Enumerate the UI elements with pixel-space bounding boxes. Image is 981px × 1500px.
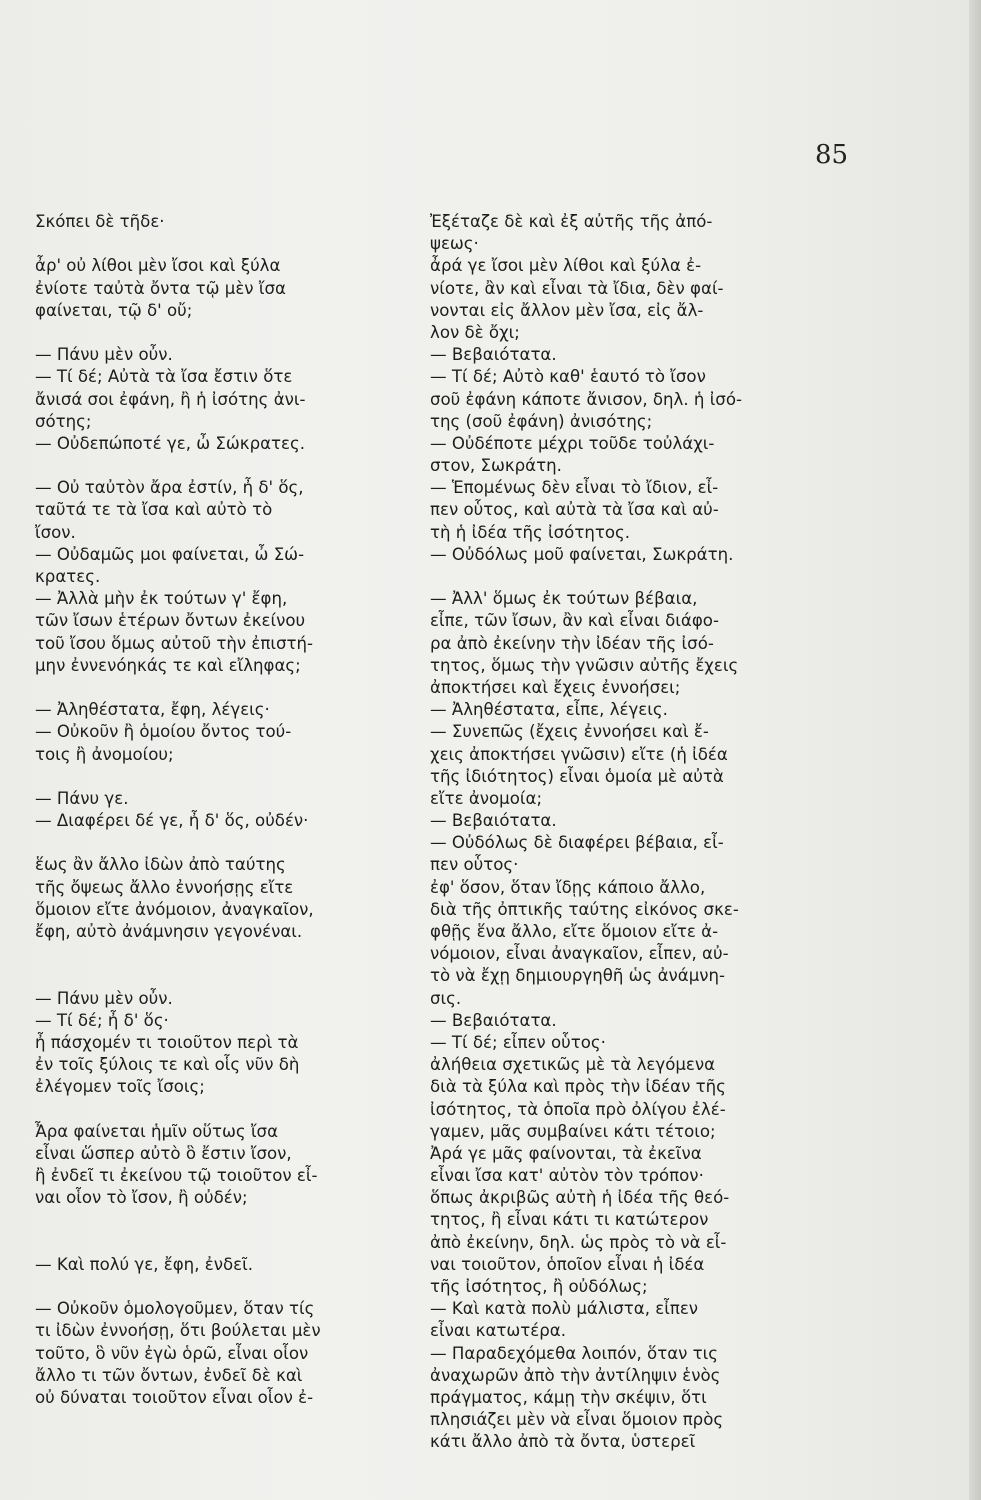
text-line: πλησιάζει μὲν νὰ εἶναι ὅμοιον πρὸς [430, 1410, 724, 1430]
paragraph-gap [35, 1232, 407, 1254]
paragraph [35, 1298, 407, 1409]
text-line: Ἆρα φαίνεται ἡμῖν οὕτως ἴσα [35, 1121, 279, 1141]
paragraph [35, 1254, 407, 1276]
text-line: νίοτε, ἂν καὶ εἶναι τὰ ἴδια, δὲν φαί- [430, 278, 724, 298]
page-number: 85 [815, 140, 849, 170]
text-line: — Βεβαιότατα. [430, 1010, 557, 1030]
text-line: τῆς ἰδιότητος) εἶναι ὁμοία μὲ αὐτὰ [430, 766, 724, 786]
text-line: τὴ ἡ ἰδέα τῆς ἰσότητος. [430, 522, 630, 542]
paragraph [35, 788, 407, 832]
paragraph-gap [35, 455, 407, 477]
text-line: τὸ νὰ ἔχῃ δημιουργηθῆ ὡς ἀνάμνη- [430, 966, 726, 986]
paragraph [35, 854, 407, 943]
paragraph-gap [35, 677, 407, 699]
text-line: τητος, ἢ εἶναι κάτι τι κατώτερον [430, 1210, 709, 1230]
text-line: ἐφ' ὅσον, ὅταν ἴδῃς κάποιο ἄλλο, [430, 877, 706, 897]
text-line: της (σοῦ ἐφάνη) ἀνισότης; [430, 411, 653, 431]
text-line: — Βεβαιότατα. [430, 345, 557, 365]
text-line: — Ἀληθέστατα, εἶπε, λέγεις. [430, 700, 668, 720]
text-line: πεν οὗτος· [430, 855, 519, 875]
text-line: ἆρ' οὐ λίθοι μὲν ἴσοι καὶ ξύλα [35, 256, 281, 276]
text-line: φθῇς ἕνα ἄλλο, εἴτε ὅμοιον εἴτε ἀ- [430, 922, 719, 941]
text-line: ναι οἷον τὸ ἴσον, ἢ οὐδέν; [35, 1188, 248, 1208]
text-line: ἰσότητος, τὰ ὁποῖα πρὸ ὀλίγου ἐλέ- [430, 1099, 726, 1119]
text-line: ἔφη, αὐτὸ ἀνάμνησιν γεγονέναι. [35, 922, 303, 941]
text-line: ρα ἀπὸ ἐκείνην τὴν ἰδέαν τῆς ἰσό- [430, 633, 714, 653]
text-line: ἕως ἂν ἄλλο ἰδὼν ἀπὸ ταύτης [35, 855, 286, 875]
text-line: — Ἀλλ' ὅμως ἐκ τούτων βέβαια, [430, 589, 698, 609]
text-line: ἦ πάσχομέν τι τοιοῦτον περὶ τὰ [35, 1032, 299, 1052]
text-line: μην ἐννενόηκάς τε καὶ εἴληφας; [35, 655, 301, 675]
text-line: κρατες. [35, 567, 101, 586]
text-line: ἀπὸ ἐκείνην, δηλ. ὡς πρὸς τὸ νὰ εἶ- [430, 1232, 727, 1252]
text-line: τι ἰδὼν ἐννοήσῃ, ὅτι βούλεται μὲν [35, 1321, 321, 1341]
paragraph-gap [35, 233, 407, 255]
text-line: τητος, ὅμως τὴν γνῶσιν αὐτῆς ἔχεις [430, 655, 739, 675]
text-line: νόμοιον, εἶναι ἀναγκαῖον, εἶπεν, αὐ- [430, 944, 729, 964]
paragraph [35, 1121, 407, 1210]
text-line: τῶν ἴσων ἑτέρων ὄντων ἐκείνου [35, 611, 306, 631]
text-line: στον, Σωκράτη. [430, 456, 562, 476]
paragraph [35, 477, 407, 677]
text-line: σοῦ ἐφάνη κάποτε ἄνισον, δηλ. ἡ ἰσό- [430, 389, 742, 409]
text-line: ὅμοιον εἴτε ἀνόμοιον, ἀναγκαῖον, [35, 899, 314, 919]
text-line: — Οὐ ταὐτὸν ἄρα ἐστίν, ἦ δ' ὅς, [35, 478, 304, 498]
text-line: ὅπως ἀκριβῶς αὐτὴ ἡ ἰδέα τῆς θεό- [430, 1188, 730, 1208]
text-line: ἢ ἐνδεῖ τι ἐκείνου τῷ τοιοῦτον εἶ- [35, 1166, 318, 1186]
text-line: ἐν τοῖς ξύλοις τε καὶ οἷς νῦν δὴ [35, 1055, 300, 1075]
text-line: τοῦ ἴσου ὅμως αὐτοῦ τὴν ἐπιστή- [35, 633, 313, 653]
text-line: εἶναι ὥσπερ αὐτὸ ὃ ἔστιν ἴσον, [35, 1143, 292, 1163]
text-line: εἶναι ἴσα κατ' αὐτὸν τὸν τρόπον· [430, 1166, 704, 1186]
text-line: εἶναι κατωτέρα. [430, 1321, 566, 1341]
text-line: εἶπε, τῶν ἴσων, ἂν καὶ εἶναι διάφο- [430, 611, 719, 631]
text-line: διὰ τὰ ξύλα καὶ πρὸς τὴν ἰδέαν τῆς [430, 1077, 726, 1097]
text-line: — Ἀλλὰ μὴν ἐκ τούτων γ' ἔφη, [35, 589, 288, 609]
paragraph [35, 211, 407, 233]
text-line: ἄλλο τι τῶν ὄντων, ἐνδεῖ δὲ καὶ [35, 1365, 303, 1385]
text-line: τοις ἢ ἀνομοίου; [35, 744, 174, 764]
right-column-modern-greek [430, 211, 860, 1454]
paragraph-gap [35, 832, 407, 854]
text-line: — Οὐδαμῶς μοι φαίνεται, ὦ Σώ- [35, 544, 305, 564]
text-line: — Τί δέ; Αὐτὸ καθ' ἑαυτό τὸ ἴσον [430, 367, 706, 387]
text-line: — Οὐδόλως δὲ διαφέρει βέβαια, εἶ- [430, 833, 724, 853]
text-line: — Οὐκοῦν ὁμολογοῦμεν, ὅταν τίς [35, 1299, 315, 1319]
text-line: πράγματος, κάμῃ τὴν σκέψιν, ὅτι [430, 1387, 707, 1407]
text-line: — Πάνυ μὲν οὖν. [35, 988, 173, 1008]
text-line: οὐ δύναται τοιοῦτον εἶναι οἷον ἐ- [35, 1387, 314, 1407]
page-edge [969, 0, 981, 1500]
text-line: διὰ τῆς ὀπτικῆς ταύτης εἰκόνος σκε- [430, 899, 739, 919]
text-line: — Καὶ πολύ γε, ἔφη, ἐνδεῖ. [35, 1254, 253, 1274]
text-line: σότης; [35, 411, 92, 431]
text-line: ἀναχωρῶν ἀπὸ τὴν ἀντίληψιν ἑνὸς [430, 1365, 721, 1385]
text-line: — Συνεπῶς (ἔχεις ἐννοήσει καὶ ἔ- [430, 722, 709, 742]
paragraph [430, 211, 860, 566]
text-line: — Οὐκοῦν ἢ ὁμοίου ὄντος τού- [35, 722, 292, 742]
paragraph [35, 255, 407, 322]
text-line: Ἀρά γε μᾶς φαίνονται, τὰ ἐκεῖνα [430, 1143, 702, 1163]
text-line: κάτι ἄλλο ἀπὸ τὰ ὄντα, ὑστερεῖ [430, 1432, 696, 1452]
text-line: — Πάνυ γε. [35, 788, 129, 808]
text-line: ψεως· [430, 234, 479, 254]
paragraph-gap [35, 1276, 407, 1298]
paragraph-gap [35, 1209, 407, 1231]
paragraph-gap [35, 965, 407, 987]
text-line: ταῦτά τε τὰ ἴσα καὶ αὐτὸ τὸ [35, 500, 273, 520]
text-line: — Ἀληθέστατα, ἔφη, λέγεις· [35, 700, 270, 720]
text-line: τοῦτο, ὃ νῦν ἐγὼ ὁρῶ, εἶναι οἷον [35, 1343, 309, 1363]
text-line: τῆς ὄψεως ἄλλο ἐννοήσῃς εἴτε [35, 877, 294, 897]
text-line: — Βεβαιότατα. [430, 811, 557, 831]
text-line: ἐνίοτε ταὐτὰ ὄντα τῷ μὲν ἴσα [35, 278, 286, 298]
paragraph-gap [35, 766, 407, 788]
text-line: — Τί δέ; Αὐτὰ τὰ ἴσα ἔστιν ὅτε [35, 367, 293, 387]
paragraph [35, 344, 407, 455]
left-column-ancient-greek [35, 211, 407, 1409]
text-line: — Πάνυ μὲν οὖν. [35, 345, 173, 365]
text-line: — Οὐδεπώποτέ γε, ὦ Σώκρατες. [35, 433, 306, 453]
paragraph [35, 988, 407, 1099]
paragraph-gap [35, 322, 407, 344]
text-line: — Καὶ κατὰ πολὺ μάλιστα, εἶπεν [430, 1299, 699, 1319]
text-line: — Διαφέρει δέ γε, ἦ δ' ὅς, οὐδέν· [35, 811, 309, 831]
text-line: εἴτε ἀνομοία; [430, 788, 543, 808]
text-line: λον δὲ ὄχι; [430, 322, 520, 342]
text-line: ναι τοιοῦτον, ὁποῖον εἶναι ἡ ἰδέα [430, 1254, 705, 1274]
text-line: τῆς ἰσότητος, ἢ οὐδόλως; [430, 1277, 648, 1296]
text-line: πεν οὗτος, καὶ αὐτὰ τὰ ἴσα καὶ αὐ- [430, 500, 719, 520]
paragraph [35, 699, 407, 766]
text-line: ἀποκτήσει καὶ ἔχεις ἐννοήσει; [430, 677, 681, 697]
text-line: — Τί δέ; εἶπεν οὗτος· [430, 1032, 606, 1052]
text-line: — Οὐδόλως μοῦ φαίνεται, Σωκράτη. [430, 544, 734, 564]
text-line: Σκόπει δὲ τῆδε· [35, 212, 165, 231]
text-line: ἆρά γε ἴσοι μὲν λίθοι καὶ ξύλα ἐ- [430, 256, 702, 276]
text-line: — Τί δέ; ἦ δ' ὅς· [35, 1010, 169, 1030]
text-line: Ἐξέταζε δὲ καὶ ἐξ αὐτῆς τῆς ἀπό- [430, 212, 713, 231]
text-line: σις. [430, 988, 462, 1008]
text-line: ἀλήθεια σχετικῶς μὲ τὰ λεγόμενα [430, 1055, 716, 1075]
text-line: φαίνεται, τῷ δ' οὔ; [35, 300, 193, 320]
text-line: νονται εἰς ἄλλον μὲν ἴσα, εἰς ἄλ- [430, 300, 704, 320]
text-line: ἄνισά σοι ἐφάνη, ἢ ἡ ἰσότης ἀνι- [35, 389, 306, 409]
text-line: — Οὐδέποτε μέχρι τοῦδε τοὐλάχι- [430, 433, 715, 453]
text-line: χεις ἀποκτήσει γνῶσιν) εἴτε (ἡ ἰδέα [430, 744, 728, 764]
text-line: — Παραδεχόμεθα λοιπόν, ὅταν τις [430, 1343, 719, 1363]
text-line: γαμεν, μᾶς συμβαίνει κάτι τέτοιο; [430, 1121, 716, 1141]
paragraph-gap [430, 566, 860, 588]
paragraph [430, 588, 860, 1453]
text-line: ἴσον. [35, 522, 76, 542]
text-line: ἐλέγομεν τοῖς ἴσοις; [35, 1077, 205, 1097]
paragraph-gap [35, 1099, 407, 1121]
paragraph-gap [35, 943, 407, 965]
text-line: — Ἑπομένως δὲν εἶναι τὸ ἴδιον, εἶ- [430, 478, 719, 498]
